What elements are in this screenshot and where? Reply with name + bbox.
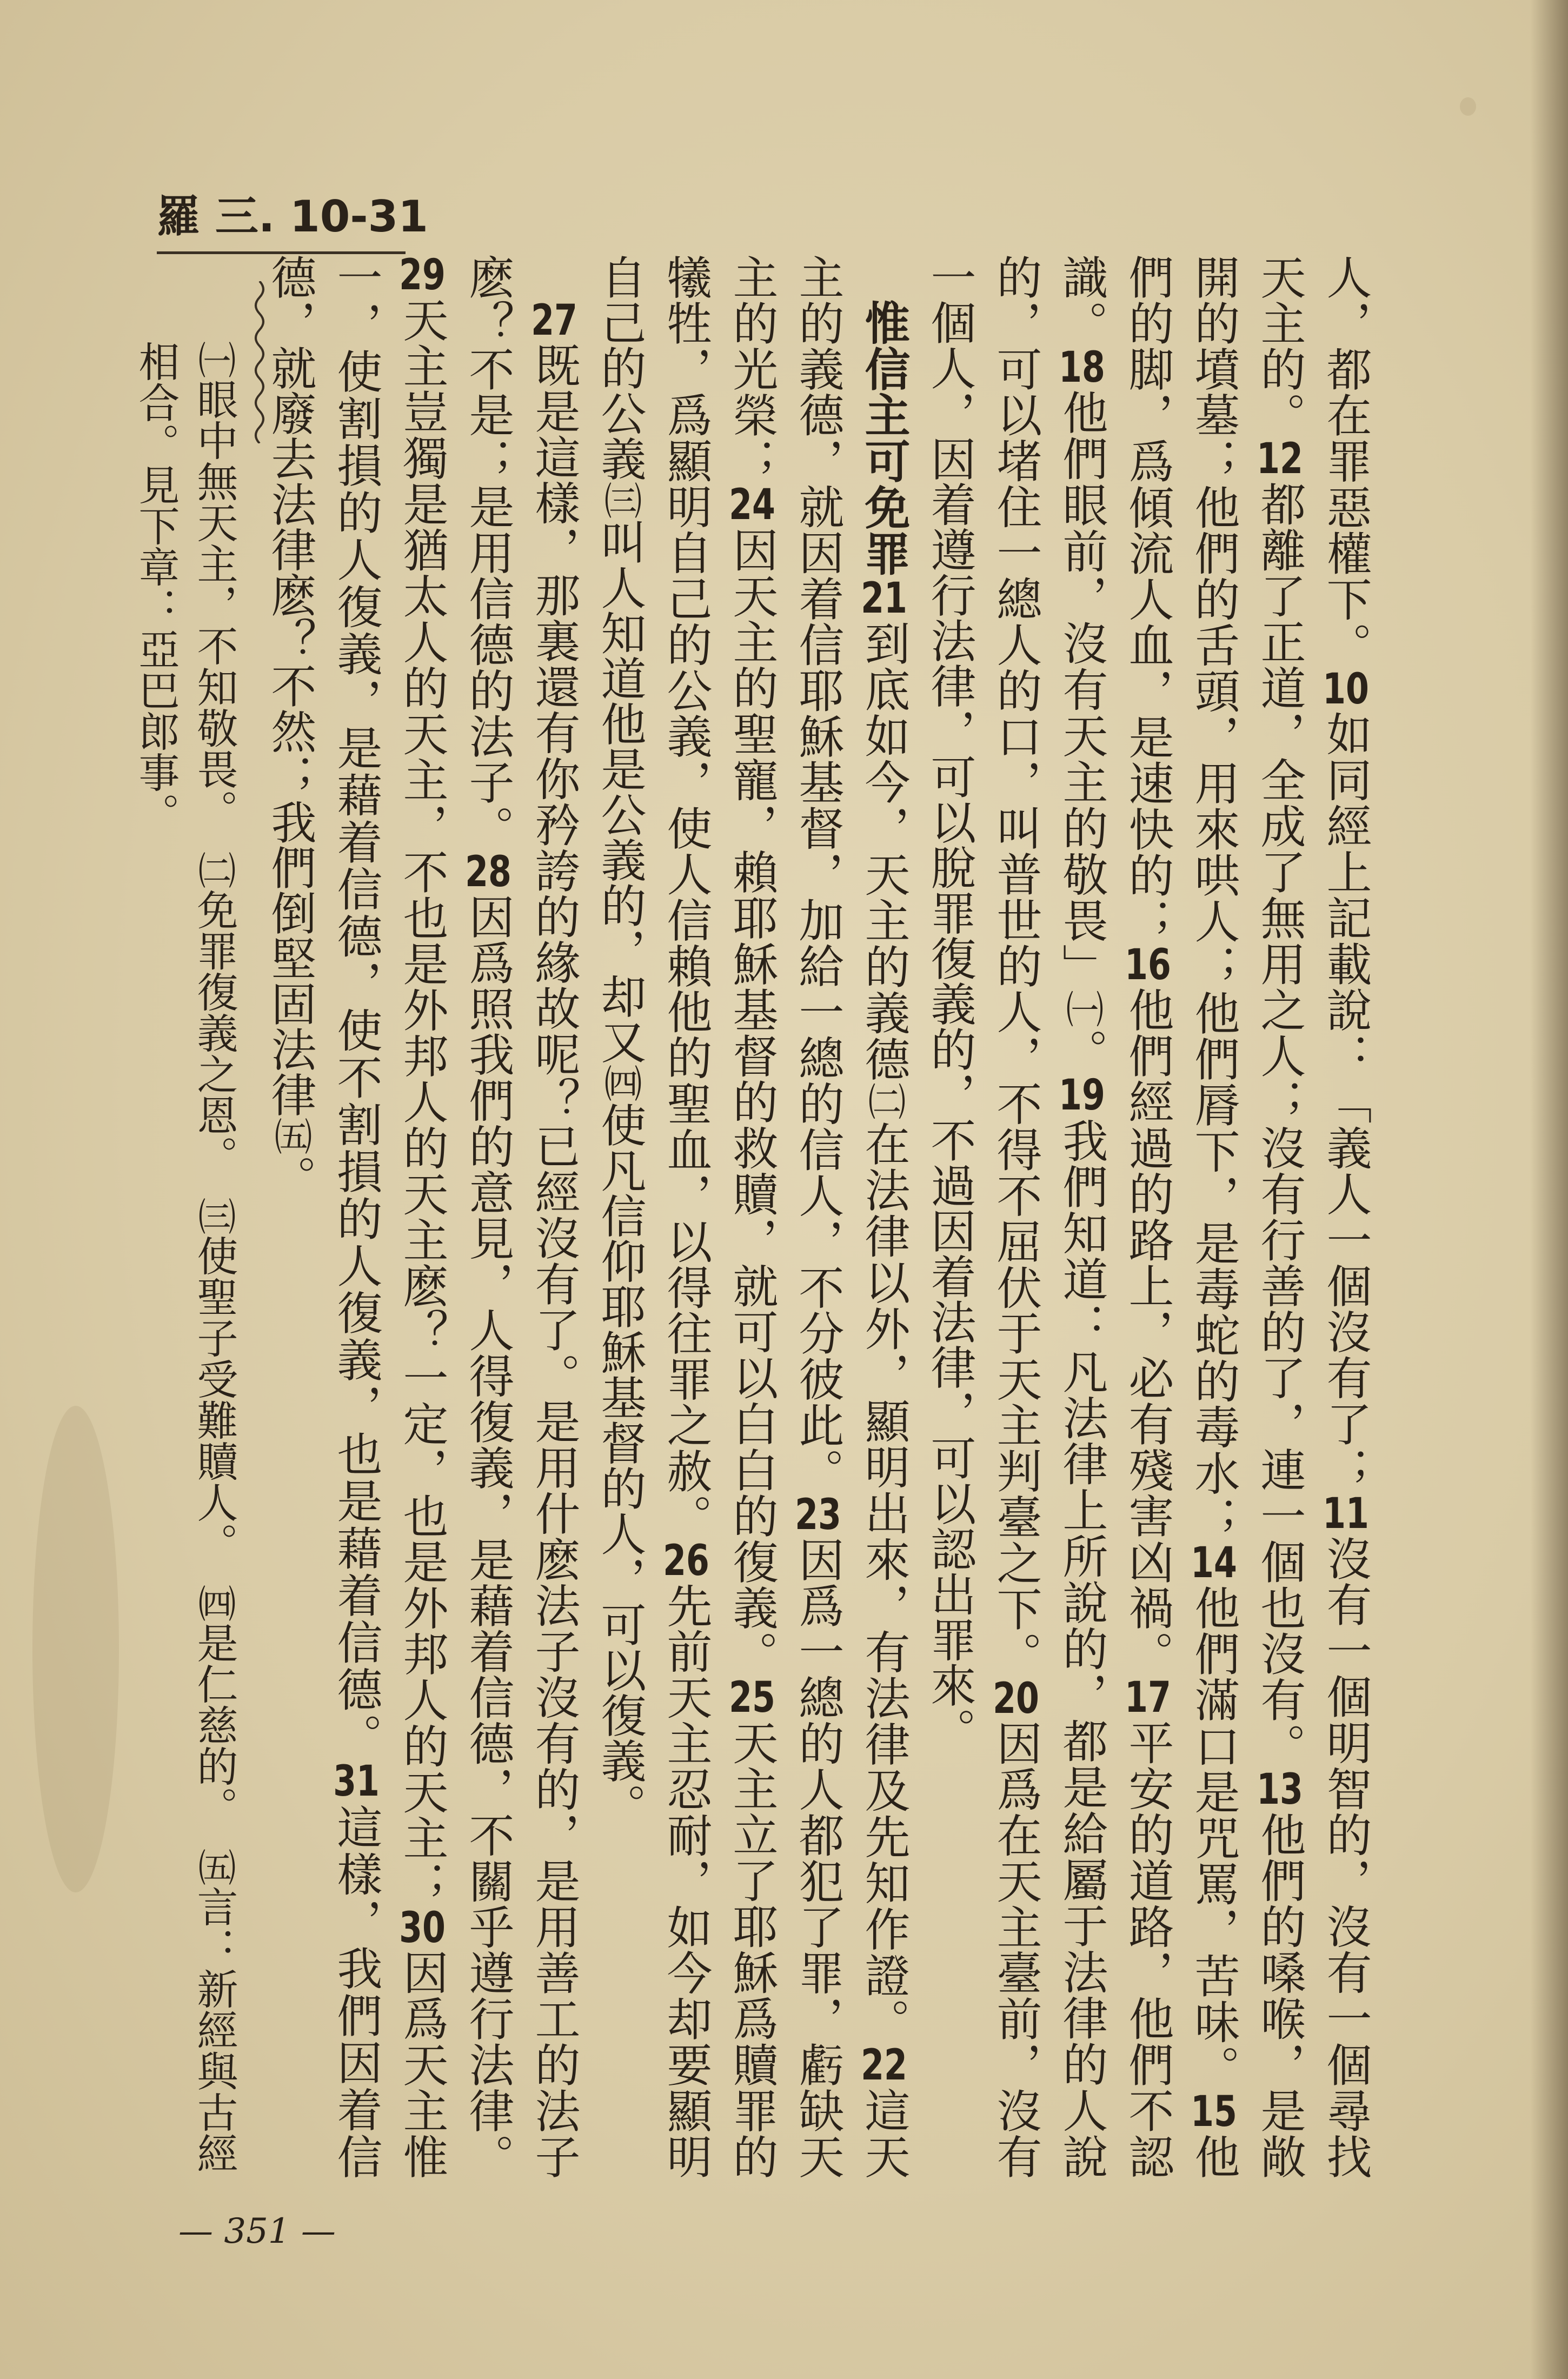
footnote-item: [190, 1584, 238, 1807]
verse-number: 24: [729, 484, 775, 527]
text-run: 因爲天主惟一，使割損的人復義，是藉着信德，使不割損的人復義，也是藉着信德。: [330, 254, 449, 2179]
section-heading: 惟信主可免罪: [858, 300, 911, 577]
verse-number: 29: [399, 254, 446, 296]
verse-number: 10: [1323, 668, 1369, 710]
footnotes: [132, 341, 243, 2179]
text-run: 。: [1055, 1028, 1108, 1075]
verse-number: 11: [1323, 1492, 1369, 1535]
text-run: 他們經過的路上，必有殘害凶禍。: [1121, 987, 1174, 1677]
text-run: 都離了正道，全成了無用之人；沒有行善的了，連一個也沒有。: [1253, 481, 1306, 1769]
header-chapter: 三: [215, 191, 258, 242]
footnote-text: 言：新經與古經相合。見下章：亞巴郎事。: [132, 341, 238, 2174]
text-run: 因爲一總的人都犯了罪，虧缺天主的光榮；: [726, 254, 845, 2179]
verse-number: 15: [1191, 2090, 1237, 2133]
text-run: 他們滿口是咒罵，苦味。: [1187, 1585, 1240, 2091]
paper-stain: [32, 1406, 119, 1892]
verse-number: 17: [1125, 1677, 1171, 1719]
text-run: 既是這樣，那裏還有你矜誇的緣故呢？已經沒有了。是用什麽法子沒有的，是用善工的法子麽？不是；是用信德的法子。: [462, 254, 581, 2179]
ink-spot: [1460, 97, 1476, 116]
text-run: 因天主的聖寵，賴耶穌基督的救贖，就可以白白的復義。: [726, 527, 779, 1677]
header-verses: . 10-31: [258, 191, 428, 242]
verse-number: 23: [795, 1494, 841, 1537]
text-run: 平安的道路，他們不認識。: [1055, 254, 1174, 2179]
text-run: 使凡信仰耶穌基督的人，可以復義。: [594, 1102, 647, 1829]
verse-number: 22: [861, 2044, 907, 2087]
verse-number: 28: [465, 851, 511, 894]
verse-number: 27: [531, 300, 577, 342]
text-run: 因爲在天主臺前，沒有一個人，因着遵行法律，可以脫罪復義的，不過因着法律，可以認出罪來。: [923, 254, 1042, 2179]
footnote-mark: ㈣: [192, 1584, 236, 1622]
footnote-text: 免罪復義之恩。: [190, 889, 238, 1156]
footnote-area: [132, 281, 281, 2228]
text-run: 他們眼前，沒有天主的敬畏」: [1055, 389, 1108, 990]
text-run: 因爲照我們的意見，人得復義，是藉着信德，不關乎遵行法律。: [462, 893, 515, 2179]
verse-number: 12: [1257, 438, 1303, 481]
verse-number: 20: [993, 1677, 1039, 1720]
footnote-mark: ㈡: [192, 851, 236, 889]
verse-number: 30: [399, 1906, 446, 1949]
verse-number: 25: [729, 1677, 775, 1719]
footnote-marker: ㈠: [1060, 989, 1104, 1029]
footnote-item: [190, 1197, 238, 1543]
footnote-text: 是仁慈的。: [190, 1622, 238, 1807]
text-run: 我們知道：凡法律上所說的，都是給屬于法律的人說的，可以堵住一總人的口，叫普世的人，不得不屈伏于天主判臺之下。: [989, 254, 1108, 2179]
footnote-marker: ㈡: [862, 1082, 906, 1121]
text-run: 在法律以外，顯明出來，有法律及先知作證。: [858, 1120, 911, 2045]
text-run: 這天主的義德，就因着信耶穌基督，加給一總的信人，不分彼此。: [792, 254, 911, 2179]
text-run: 先前天主忍耐，如今却要顯明自己的公義: [594, 254, 713, 2179]
verse-number: 31: [333, 1760, 380, 1803]
verse-number: 26: [663, 1539, 709, 1582]
verse-number: 21: [861, 577, 907, 620]
text-run: 叫人知道他是公義的，却又: [594, 519, 647, 1064]
text-run: 人，都在罪惡權下。: [1319, 254, 1372, 668]
header-book: 羅: [157, 191, 200, 242]
footnote-text: 使聖子受難贖人。: [190, 1235, 238, 1543]
paragraph-verses-27-31: [257, 254, 587, 2179]
footnote-mark: ㈤: [192, 1848, 236, 1886]
footnote-item: [190, 341, 238, 810]
footnote-marker: ㈤: [268, 1117, 313, 1155]
paragraph-verses-21-26: [587, 254, 917, 2179]
text-run: 他們的嗓喉，是敞開的墳墓；他們的舌頭，用來哄人；他們脣下，是毒蛇的毒水；: [1187, 254, 1306, 2179]
verse-number: 19: [1059, 1074, 1105, 1117]
footnote-mark: ㈠: [192, 341, 236, 378]
running-header: [157, 187, 428, 254]
text-run: 沒有一個明智的，沒有一個尋找天主的。: [1253, 254, 1372, 2179]
text-run: 。: [264, 1155, 317, 1200]
main-text: [264, 254, 1379, 2179]
text-run: 天主立了耶穌爲贖罪的犧牲，爲顯明自己的公義，使人信賴他的聖血，以得往罪之赦。: [660, 254, 779, 2179]
text-run: 天主豈獨是猶太人的天主，不也是外邦人的天主麽？一定，也是外邦人的天主；: [396, 297, 449, 1906]
paragraph-verses-9-20: [917, 254, 1379, 2179]
text-run: 到底如今，天主的義德: [858, 620, 911, 1082]
verse-number: 13: [1257, 1769, 1303, 1811]
verse-number: 18: [1059, 346, 1105, 389]
verse-number: 16: [1125, 944, 1171, 987]
text-run: 如同經上記載說：「義人一個沒有了；: [1319, 710, 1372, 1492]
verse-number: 14: [1191, 1542, 1237, 1585]
footnote-marker: ㈣: [598, 1064, 642, 1102]
wavy-divider: [249, 281, 270, 443]
page-number: — 351 —: [178, 2211, 336, 2251]
text-run: 他們的脚，爲傾流人血，是速快的；: [1121, 254, 1240, 2179]
footnote-item: [190, 851, 238, 1156]
text-run: 這樣，我們因着信德，就廢去法律麽？不然；我們倒堅固法律: [264, 254, 383, 2179]
footnote-mark: ㈢: [192, 1197, 236, 1235]
footnote-text: 眼中無天主，不知敬畏。: [190, 378, 238, 810]
footnote-marker: ㈢: [598, 481, 642, 519]
